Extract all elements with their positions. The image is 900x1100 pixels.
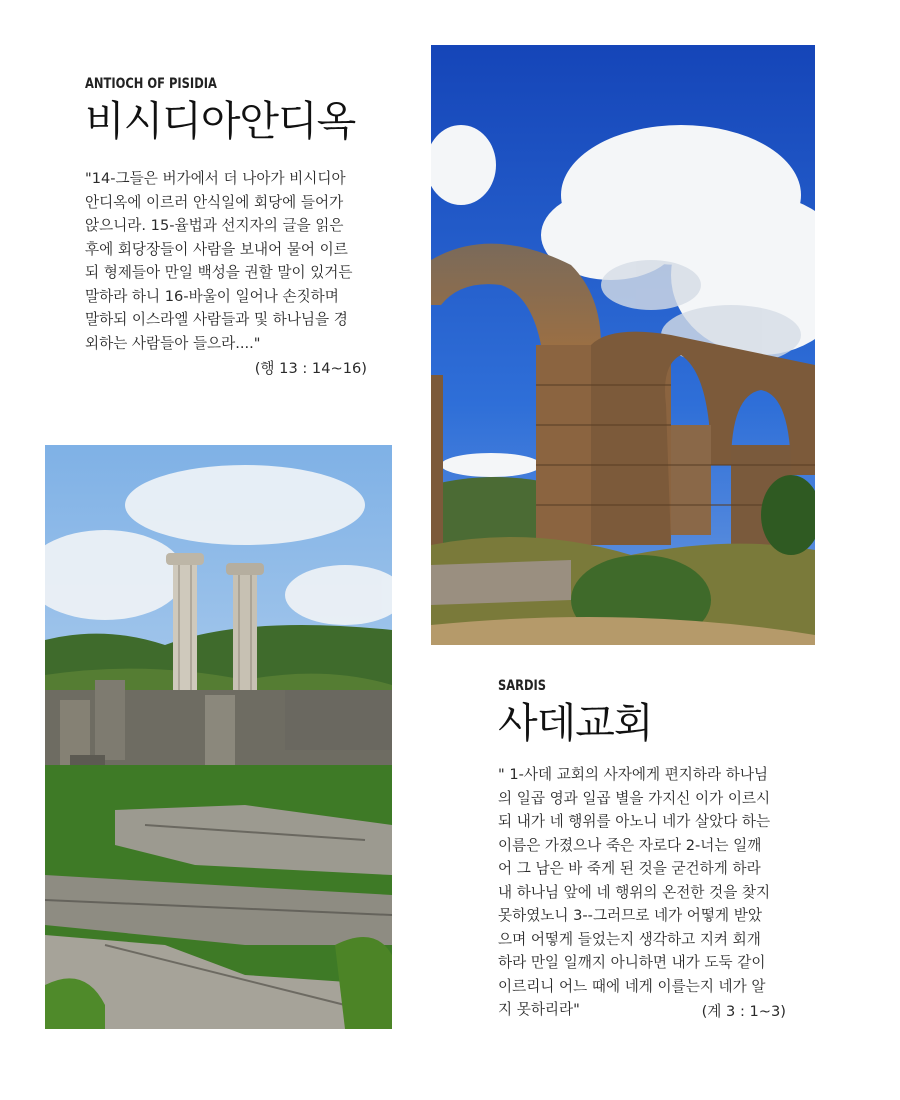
sardis-title: 사데교회	[498, 699, 653, 747]
antioch-section	[85, 76, 385, 378]
antioch-quote: "14-그들은 버가에서 더 나아가 비시디아 안디옥에 이르러 안식일에 회당에 들어가 앉으니라. 15-율법과 선지자의 글을 읽은 후에 회당장들이 사람을 보내어 물어 이르 되 형제들아 만일 백성을 권할 말이 있거든 말하라 하니 16-바울이 일어나 손짓하며 말하되 이스라엘 사람들과 및 하나님을 경 외하는 사람들아 들으라...."	[85, 170, 353, 352]
antioch-reference: (행 13 : 14~16)	[254, 360, 367, 378]
antioch-title: 비시디아안디옥	[85, 97, 356, 145]
antioch-eyebrow: ANTIOCH OF PISIDIA	[85, 76, 217, 92]
antioch-aqueduct-photo	[431, 45, 815, 645]
sardis-quote: " 1-사데 교회의 사자에게 편지하라 하나님 의 일곱 영과 일곱 별을 가지신 이가 이르시 되 내가 네 행위를 아노니 네가 살았다 하는 이름은 가졌으나 죽은 자로다 2-너는 일깨 어 그 남은 바 죽게 된 것을 굳건하게 하라 내 하나님 앞에 네 행위의 온전한 것을 찾지 못하였노니 3--그러므로 네가 어떻게 받았 으며 어떻게 들었는지 생각하고 지켜 회개 하라 만일 일깨지 아니하면 내가 도둑 같이 이르리니 어느 때에 네게 이를는지 네가 알 지 못하리라"	[498, 766, 771, 1019]
sardis-eyebrow: SARDIS	[498, 678, 547, 694]
sardis-section	[498, 678, 808, 1021]
sardis-temple-photo	[45, 445, 392, 1029]
sardis-reference: (계 3 : 1~3)	[701, 1002, 786, 1020]
